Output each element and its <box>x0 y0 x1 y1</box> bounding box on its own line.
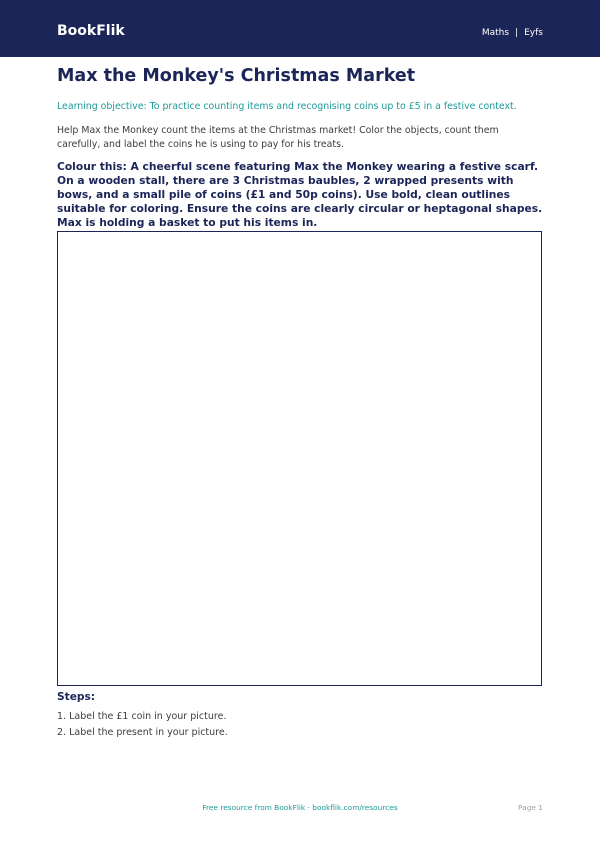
header-meta <box>482 28 543 38</box>
page-title: Max the Monkey's Christmas Market <box>57 66 416 86</box>
intro-text: Help Max the Monkey count the items at the Christmas market! Color the objects, count them carefully, and label the coins he is using to pay for his treats. <box>57 125 499 150</box>
level-label: Eyfs <box>524 28 543 38</box>
steps-heading: Steps: <box>57 691 96 703</box>
meta-separator: | <box>515 28 519 38</box>
step-item: 2. Label the present in your picture. <box>57 727 228 738</box>
step-item: 1. Label the £1 coin in your picture. <box>57 711 227 722</box>
subject-label: Maths <box>481 28 510 38</box>
header-bar <box>0 0 600 57</box>
page-number: Page 1 <box>518 803 543 812</box>
footer-link-text[interactable]: Free resource from BookFlik · bookflik.com/resources <box>202 803 398 812</box>
learning-objective: Learning objective: To practice counting items and recognising coins up to £5 in a festive context. <box>57 101 517 112</box>
drawing-area[interactable] <box>57 231 542 686</box>
brand-logo-text: BookFlik <box>57 23 125 39</box>
colour-prompt: Colour this: A cheerful scene featuring Max the Monkey wearing a festive scarf. On a wooden stall, there are 3 Christmas baubles, 2 wrapped presents with bows, and a small pile of coins (£1 and 50p coins). Use bold, clean outlines suitable for coloring. Ensure the coins are clearly circular or heptagonal shapes. Max is holding a basket to put his items in. <box>57 160 543 229</box>
